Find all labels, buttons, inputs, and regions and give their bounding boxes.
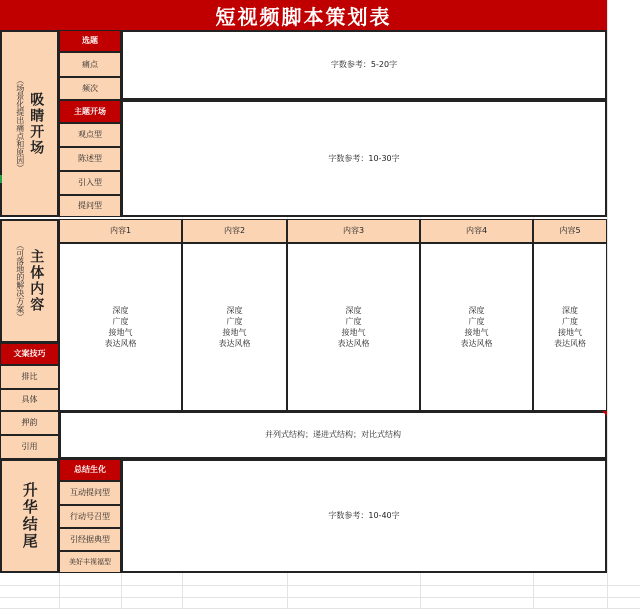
content-line: 表达风格 (337, 339, 370, 348)
content-line: 广度 (562, 317, 578, 326)
topic-header: 选题 (59, 30, 121, 52)
body-section-label (0, 219, 59, 343)
ending-section-label (0, 459, 59, 573)
content-cell (287, 243, 420, 411)
content-column-header: 内容2 (182, 219, 287, 243)
content-line: 表达风格 (460, 339, 493, 348)
content-line: 表达风格 (554, 339, 586, 348)
content-line: 表达风格 (104, 339, 137, 348)
content-line: 广度 (112, 317, 129, 326)
content-line: 接地气 (341, 328, 366, 337)
gridline (0, 597, 640, 598)
content-column-header: 内容4 (420, 219, 533, 243)
content-cell (59, 243, 182, 411)
content-cell (420, 243, 533, 411)
content-line: 接地气 (464, 328, 489, 337)
content-column-header: 内容1 (59, 219, 182, 243)
content-line: 广度 (345, 317, 362, 326)
skill-item: 排比 (0, 365, 59, 389)
topic-item: 频次 (59, 77, 121, 100)
gridline (0, 585, 640, 586)
content-line: 接地气 (108, 328, 133, 337)
content-line: 广度 (468, 317, 485, 326)
content-line: 深度 (468, 306, 485, 315)
ending-header: 总结生化 (59, 459, 121, 481)
opening-item: 引入型 (59, 171, 121, 195)
opening-item: 陈述型 (59, 147, 121, 171)
hook-label: 吸睛开场 (28, 91, 45, 156)
skill-item: 押韵 (0, 411, 59, 435)
content-line: 深度 (345, 306, 362, 315)
body-label: 主体内容 (28, 249, 45, 313)
ending-text-cell: 字数参考：10-40字 (121, 459, 607, 573)
content-column-header: 内容3 (287, 219, 420, 243)
opening-item: 提问型 (59, 195, 121, 217)
opening-text-cell: 字数参考：10-30字 (121, 100, 607, 217)
content-cell (533, 243, 607, 411)
hook-section-label (0, 30, 59, 217)
skill-item: 引用 (0, 435, 59, 459)
gridline (607, 0, 608, 609)
ending-item: 美好丰视福型 (59, 551, 121, 573)
ending-item: 引经据典型 (59, 528, 121, 551)
content-line: 接地气 (558, 328, 582, 337)
content-column-header: 内容5 (533, 219, 607, 243)
skill-item: 具体 (0, 389, 59, 411)
ending-item: 行动号召型 (59, 505, 121, 528)
content-line: 深度 (112, 306, 129, 315)
content-line: 接地气 (222, 328, 247, 337)
topic-text-cell: 字数参考：5-20字 (121, 30, 607, 100)
content-cell (182, 243, 287, 411)
ending-item: 互动提问型 (59, 481, 121, 505)
content-line: 深度 (562, 306, 578, 315)
opening-item: 观点型 (59, 123, 121, 147)
content-line: 表达风格 (218, 339, 251, 348)
skills-header: 文案技巧 (0, 343, 59, 365)
content-line: 广度 (226, 317, 243, 326)
content-line: 深度 (226, 306, 243, 315)
body-sublabel: （可落地的解决方案） (15, 241, 25, 321)
structure-text-cell: 并列式结构；递进式结构；对比式结构 (59, 411, 607, 459)
green-marker (0, 175, 2, 183)
ending-label: 升华结尾 (20, 482, 39, 550)
hook-sublabel: （场景化提出痛点和原因） (15, 75, 25, 172)
comment-marker (602, 411, 607, 416)
page-title: 短视频脚本策划表 (0, 0, 607, 30)
opening-header: 主题开场 (59, 100, 121, 123)
topic-item: 痛点 (59, 52, 121, 77)
